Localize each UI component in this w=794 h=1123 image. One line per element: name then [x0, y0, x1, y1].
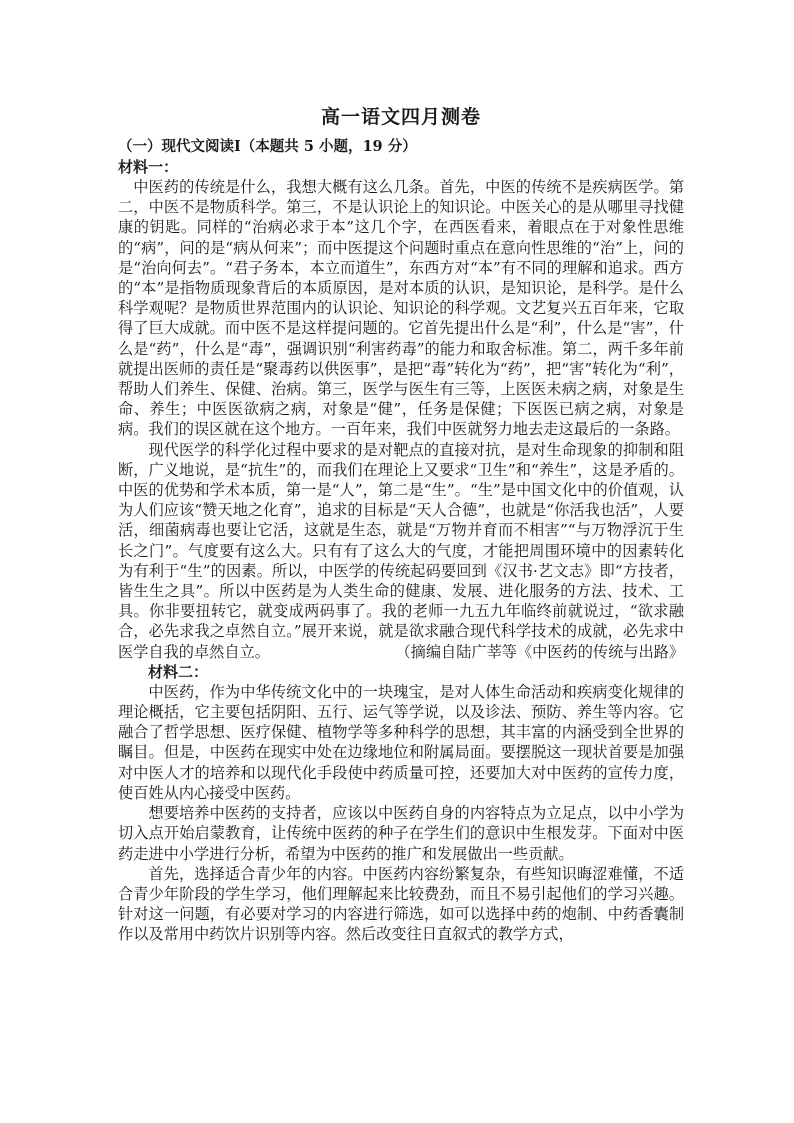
material1-paragraph-2 [118, 440, 684, 662]
material2-label: 材料二： [148, 662, 209, 681]
material2-paragraph-2: 想要培养中医药的支持者，应该以中医药自身的内容特点为立足点，以中小学为切入点开始启蒙教育，让传统中医药的种子在学生们的意识中生根发芽。下面对中医药走进中小学进行分析，希望为中医药的推广和发展做出一些贡献。 [118, 804, 684, 863]
material1-source: （摘编自陆广莘等《中医药的传统与出路》 [395, 642, 684, 661]
material2-paragraph-1: 中医药，作为中华传统文化中的一块瑰宝，是对人体生命活动和疾病变化规律的理论概括，它主要包括阴阳、五行、运气等学说，以及诊法、预防、养生等内容。它融合了哲学思想、医疗保健、植物学等多种科学的思想，其丰富的内涵受到全世界的瞩目。但是，中医药在现实中处在边缘地位和附属局面。要摆脱这一现状首要是加强对中医人才的培养和以现代化手段使中药质量可控，还要加大对中医药的宣传力度，使百姓从内心接受中医药。 [118, 682, 684, 802]
document-body [118, 103, 684, 945]
page-title: 高一语文四月测卷 [320, 106, 481, 128]
material1-label: 材料一： [118, 158, 179, 176]
material1-paragraph-2-text: 现代医学的科学化过程中要求的是对靶点的直接对抗，是对生命现象的抑制和阻断，广义地说，是“抗生”的，而我们在理论上又要求“卫生”和“养生”，这是矛盾的。中医的优势和学术本质，第一是“人”，第二是“生”。“生”是中国文化中的价值观，认为人们应该“赞天地之化育”，追求的目标是“天人合德”，也就是“你活我也活”，人要活，细菌病毒也要让它活，这就是生态，就是“万物并育而不相害”“与万物浮沉于生长之门”。气度要有这么大。只有有了这么大的气度，才能把周围环境中的因素转化为有利于“生”的因素。所以，中医学的传统起码要回到《汉书·艺文志》即“方技者，皆生生之具”。所以中医药是为人类生命的健康、发展、进化服务的方法、技术、工具。你非要扭转它，就变成两码事了。我的老师一九五九年临终前就说过，“欲求融合，必先求我之卓然自立。”展开来说，就是欲求融合现代科学技术的成就，必先求中医学自我的卓然自立。 [118, 440, 684, 661]
section-heading: （一）现代文阅读Ⅰ（本题共 5 小题，19 分） [118, 138, 417, 155]
material1-paragraph-1: 中医药的传统是什么，我想大概有这么几条。首先，中医的传统不是疾病医学。第二，中医不是物质科学。第三，不是认识论上的知识论。中医关心的是从哪里寻找健康的钥匙。同样的“治病必求于本”这几个字，在西医看来，着眼点在于对象性思维的“病”，问的是“病从何来”；而中医提这个问题时重点在意向性思维的“治”上，问的是“治向何去”。“君子务本，本立而道生”，东西方对“本”有不同的理解和追求。西方的“本”是指物质现象背后的本质原因，是对本质的认识，是知识论，是科学。是什么科学观呢？是物质世界范围内的认识论、知识论的科学观。文艺复兴五百年来，它取得了巨大成就。而中医不是这样提问题的。它首先提出什么是“利”，什么是“害”，什么是“药”，什么是“毒”，强调识别“利害药毒”的能力和取舍标准。第二，两千多年前就提出医师的责任是“聚毒药以供医事”，是把“毒”转化为“药”，把“害”转化为“利”，帮助人们养生、保健、治病。第三，医学与医生有三等，上医医未病之病，对象是生命、养生；中医医欲病之病，对象是“健”，任务是保健；下医医已病之病，对象是病。我们的误区就在这个地方。一百年来，我们中医就努力地去走这最后的一条路。 [118, 178, 684, 439]
material2-paragraph-3: 首先，选择适合青少年的内容。中医药内容纷繁复杂，有些知识晦涩难懂，不适合青少年阶段的学生学习，他们理解起来比较费劲，而且不易引起他们的学习兴趣。针对这一问题，有必要对学习的内容进行筛选，如可以选择中药的炮制、中药香囊制作以及常用中药饮片识别等内容。然后改变往日直叙式的教学方式， [118, 864, 684, 944]
